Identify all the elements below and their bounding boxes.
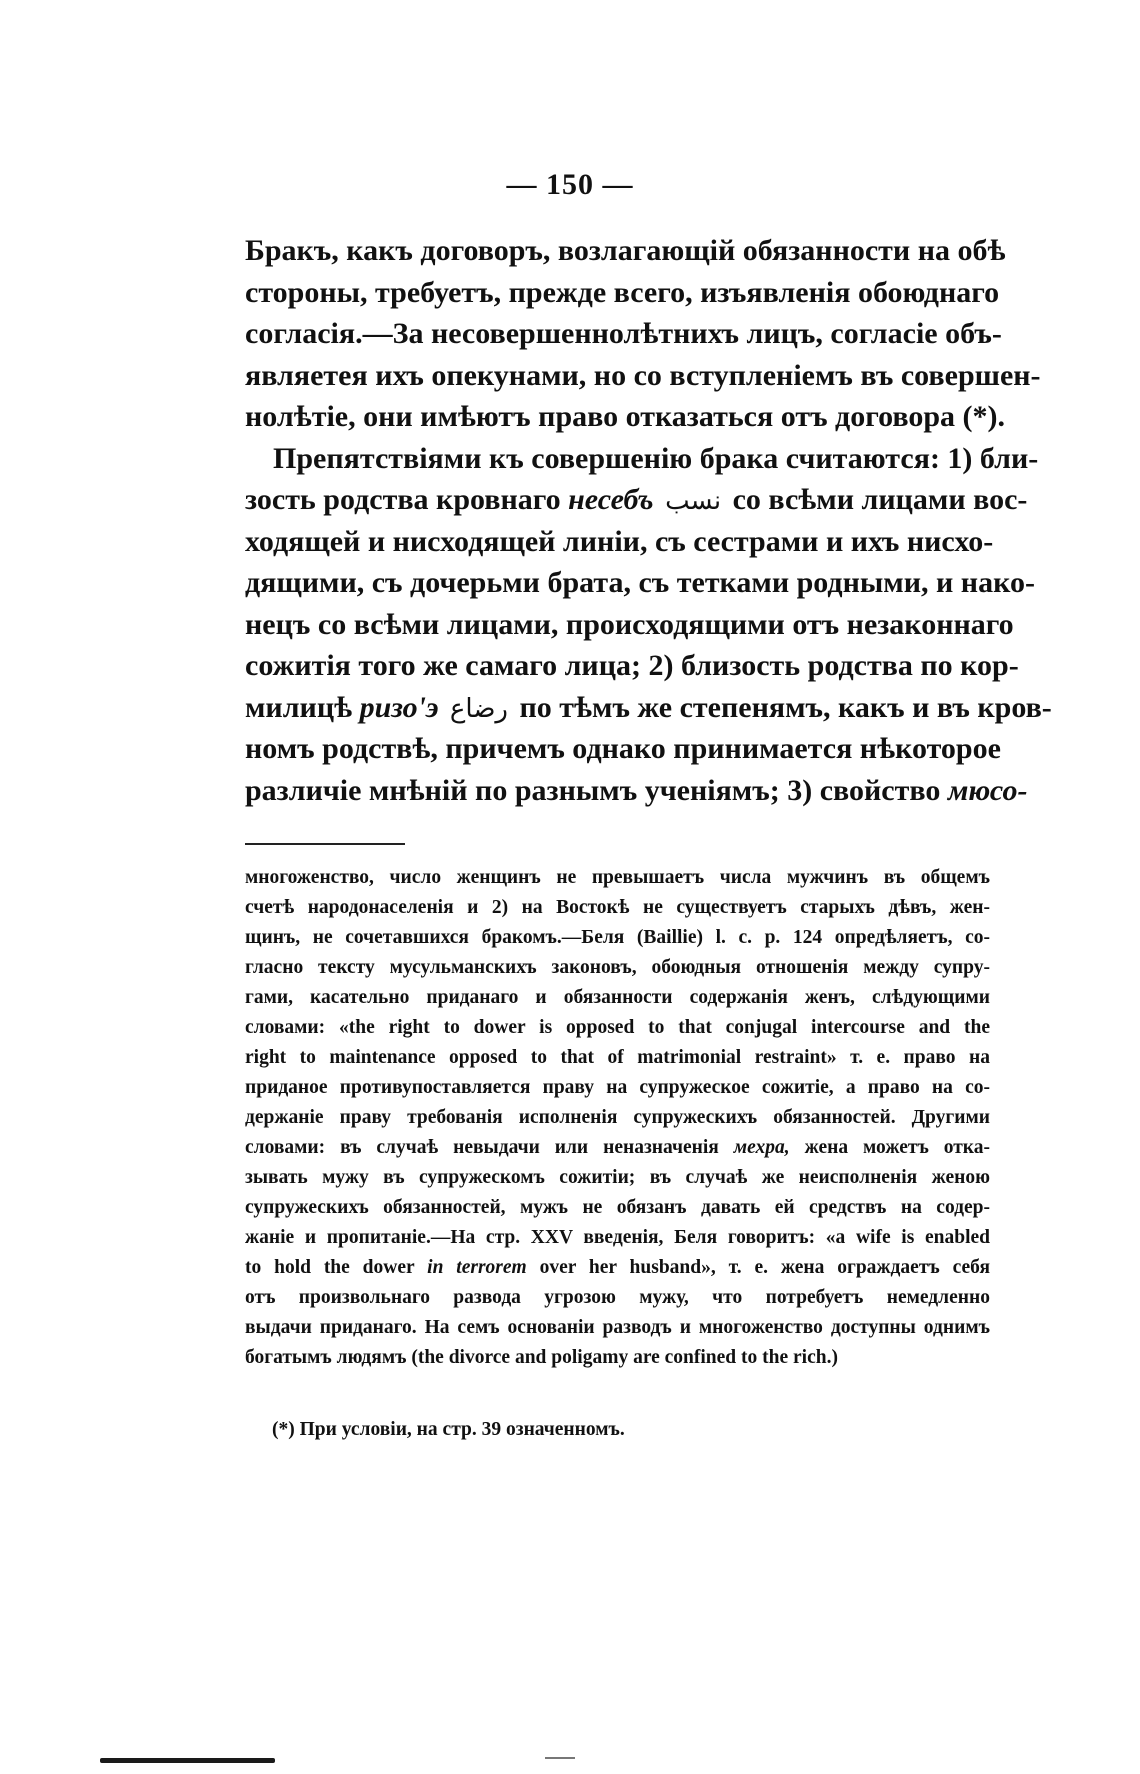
page-number: — 150 — — [506, 168, 634, 201]
scan-artifact — [100, 1758, 275, 1763]
footnotes — [245, 863, 990, 1373]
footnote-line: счетѣ народонаселенія и 2) на Востокѣ не существуетъ старыхъ дѣвъ, жен- — [245, 897, 990, 918]
footnote-line: щинъ, не сочетавшихся бракомъ.—Беля (Baillie) l. c. p. 124 опредѣляетъ, со- — [245, 927, 990, 948]
text-line — [245, 770, 1028, 812]
asterisk-footnote: (*) При условіи, на стр. 39 означенномъ. — [272, 1419, 625, 1440]
footnote-line: зывать мужу въ супружескомъ сожитіи; въ случаѣ же неисполненія женою — [245, 1167, 990, 1188]
footnote-line: гласно тексту мусульманскихъ законовъ, обоюдныя отношенія между супру- — [245, 957, 990, 978]
text-segment: различіе мнѣній по разнымъ ученіямъ; 3) свойство — [245, 773, 941, 807]
text-line: дящими, съ дочерьми брата, съ тетками родными, и нако- — [245, 566, 1035, 599]
footnote-line: приданое противупоставляется праву на супружеское сожитіе, а право на со- — [245, 1077, 990, 1098]
text-line: согласія.—За несовершеннолѣтнихъ лицъ, согласіе объ- — [245, 317, 1002, 350]
text-segment: по тѣмъ же степенямъ, какъ и въ кров- — [519, 690, 1052, 724]
text-line: нолѣтіе, они имѣютъ право отказаться отъ договора (*). — [245, 400, 1006, 433]
arabic-term-nasab: نسب — [665, 486, 722, 516]
footnote-line: словами: «the right to dower is opposed to that conjugal intercourse and the — [245, 1017, 990, 1038]
text-segment: жена можетъ отка- — [804, 1137, 990, 1158]
text-line: Бракъ, какъ договоръ, возлагающій обязанности на обѣ — [245, 234, 1006, 267]
text-line: номъ родствѣ, причемъ однако принимается нѣкоторое — [245, 732, 1001, 765]
scan-artifact — [545, 1757, 575, 1759]
term-rida: ризо'э — [359, 690, 439, 724]
arabic-term-rida: رضاع — [449, 693, 508, 724]
footnote-line — [245, 1133, 990, 1163]
footnote-line: держаніе праву требованія исполненія супружескихъ обязанностей. Другими — [245, 1107, 990, 1128]
text-segment: зость родства кровнаго — [245, 483, 561, 516]
footnote-divider — [245, 843, 405, 845]
text-segment: со всѣми лицами вос- — [732, 483, 1028, 516]
term-muso: мюсо- — [947, 773, 1028, 807]
footnote-line: выдачи приданаго. На семъ основаніи разводъ и многоженство доступны однимъ — [245, 1317, 990, 1338]
text-segment: словами: въ случаѣ невыдачи или неназначенія — [245, 1137, 719, 1158]
footnote-line — [245, 1253, 990, 1283]
text-segment: to hold the dower — [245, 1257, 415, 1278]
text-segment: милицѣ — [245, 690, 353, 724]
term-nasab: несебъ — [568, 483, 654, 516]
footnote-line: right to maintenance opposed to that of matrimonial restraint» т. е. право на — [245, 1047, 990, 1068]
footnote-line: отъ произвольнаго развода угрозою мужу, что потребуетъ немедленно — [245, 1287, 990, 1308]
text-line — [245, 479, 1028, 521]
footnote-line: богатымъ людямъ (the divorce and poligamy are confined to the rich.) — [245, 1347, 838, 1368]
footnote-line: многоженство, число женщинъ не превышаетъ числа мужчинъ въ общемъ — [245, 867, 990, 888]
text-segment: over her husband», т. е. жена ограждаетъ себя — [539, 1257, 990, 1278]
footnote-line: супружескихъ обязанностей, мужъ не обязанъ давать ей средствъ на содер- — [245, 1197, 990, 1218]
text-line: Препятствіями къ совершенію брака считаются: 1) бли- — [273, 441, 1039, 475]
text-line: ходящей и нисходящей линіи, съ сестрами и ихъ нисхо- — [245, 524, 994, 558]
term-mahr: мехра, — [733, 1137, 790, 1158]
text-line: являетея ихъ опекунами, но со вступленіемъ въ совершен- — [245, 358, 1041, 392]
footnote-line: гами, касательно приданаго и обязанности содержанія женъ, слѣдующими — [245, 987, 990, 1008]
text-line: сожитія того же самаго лица; 2) близость родства по кор- — [245, 649, 1019, 682]
text-line: стороны, требуетъ, прежде всего, изъявленія обоюднаго — [245, 275, 1000, 309]
text-line — [245, 687, 1052, 729]
term-in-terrorem: in terrorem — [427, 1257, 527, 1278]
footnote-line: жаніе и пропитаніе.—На стр. XXV введенія, Беля говоритъ: «a wife is enabled — [245, 1227, 990, 1248]
text-line: нецъ со всѣми лицами, происходящими отъ незаконнаго — [245, 607, 1014, 641]
main-text — [245, 230, 1052, 811]
